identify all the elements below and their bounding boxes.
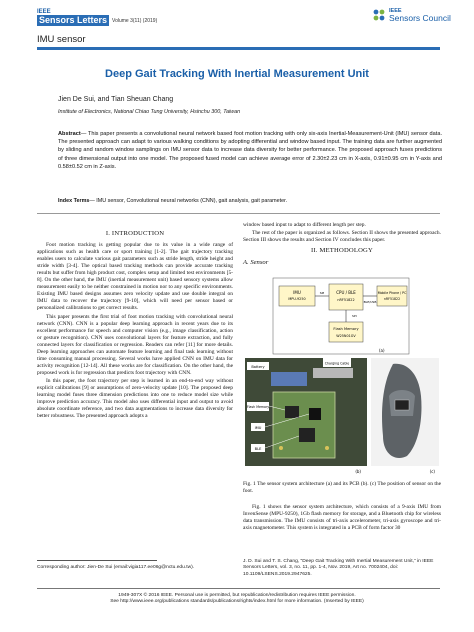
shoe-photo (371, 358, 439, 474)
index-terms-label: Index Terms (58, 198, 90, 204)
imu-block (279, 286, 315, 306)
battery-pack (271, 372, 307, 386)
charging-cable (313, 368, 353, 378)
panel-a-label: (a) (379, 348, 385, 353)
flash-block (329, 322, 363, 342)
intro-paragraph: Foot motion tracking is getting popular due to its value in a wide range of applications such as health care or sport training [1-2]. The gait trajectory tracking enables users to calculate various gait parameters such as stride length, stride height and stride width [3-4]. The optical based tracking methods can provide accurate tracking results but suffer from high product cost, complex setup and limited test environments [5-8]. On the other hand, the IMU (inertial measurement unit) based sensory systems allow measurement easily to be neither constrained in motion nor to any specific environments. Existing IMU based designs assumes zero velocity update and use double integral on IMU data to recover the trajectory [9-10], which will need per sensor based or personalized calibrations to get correct results. (37, 242, 233, 312)
copyright-notice (0, 593, 474, 605)
flash-callout-label: Flash Memory (246, 405, 270, 409)
charging-callout-label: Charging Cable (324, 361, 350, 366)
journal-header (0, 0, 474, 56)
mobile-block-label: Mobile Phone / PC (377, 291, 407, 295)
flash-chip (285, 406, 299, 418)
section-divider (37, 213, 440, 214)
spi-label-2: SPI (352, 314, 357, 318)
flash-block-part: W25N01GV (336, 334, 356, 338)
section-heading-introduction: I. INTRODUCTION (105, 230, 165, 237)
section-heading-methodology: II. METHODOLOGY (311, 247, 373, 255)
council-ieee-label: IEEE (389, 8, 402, 14)
body-paragraph: The rest of the paper is organized as follows. Section II shows the presented approach. Section III shows the results and Section IV concludes this paper. (243, 230, 441, 244)
left-column (37, 230, 233, 421)
corresponding-author: Corresponding author: Jien-De Sui (email:vigia117.ee06g@nctu.edu.tw). (37, 565, 195, 570)
cpu-block (329, 284, 363, 310)
ble-callout-label: BLE (254, 447, 262, 451)
affiliation: Institute of Electronics, National Chiao Tung University, Hsinchu 300, Taiwan (58, 109, 241, 115)
header-rule (37, 47, 440, 50)
pcb-hole (325, 446, 329, 450)
cpu-block-part: nRF51822 (337, 298, 355, 302)
bus-label: BLE/USB (363, 300, 377, 304)
panel-b-label: (b) (355, 469, 361, 474)
cpu-block-label: CPU / BLE (336, 290, 356, 295)
imu-chip (309, 408, 321, 420)
right-column-bottom (243, 504, 441, 533)
volume-label: Volume 3(11) (2019) (112, 17, 158, 24)
panel-c-label: (c) (429, 469, 435, 474)
topic-label: IMU sensor (37, 34, 86, 45)
flash-block-label: Flash Memory (333, 327, 359, 331)
council-emblem-icon (372, 8, 386, 22)
imu-callout-label: IMU (254, 426, 262, 430)
imu-block-part: MPU-9250 (288, 297, 306, 301)
ieee-label: IEEE (37, 9, 51, 15)
abstract-text: — This paper presents a convolutional neural network based foot motion tracking with only six-axis Inertial-Measurement-Unit (IMU) sensor data. The presented approach can adapt to various walking conditions by adopting differential and window based input. The training data are further augmented by sliding and random window samplings on IMU sensor data to increase data diversity for better performance. The proposed approach fuses predictions of three dimensional output into one model. The proposed fused model can achieve average error of 2.30±2.23 cm in X-axis, 0.91±0.95 cm in Y-axis and 0.58±0.52 cm in Z-axis. (58, 131, 442, 170)
index-terms-text: — IMU sensor, Convolutional neural networks (CNN), gait analysis, gait parameter. (89, 198, 288, 204)
citation: J. D. Sui and T. S. Chang, "Deep Gait Tracking With Inertial Measurement Unit," in IEEE Sensors Letters, vol. 3, no. 11, pp. 1-4, Nov. 2019, Art no. 7002404, doi: 10.1109/LSENS.2019.2947625. (243, 559, 434, 577)
footer-rule (37, 588, 440, 589)
mobile-block-part: nRF51822 (383, 297, 401, 301)
body-paragraph: window based input to adapt to different length per step. (243, 222, 366, 228)
index-terms (58, 198, 442, 205)
copyright-line: See http://www.ieee.org/publications standards/publications/rights/index.html for more information. (Inserted by IEEE) (110, 599, 364, 605)
subsection-heading-sensor: A. Sensor (243, 259, 269, 267)
sensor-on-shoe (395, 400, 409, 410)
architecture-diagram (273, 278, 409, 354)
mobile-block (377, 286, 407, 306)
abstract (58, 130, 442, 171)
intro-paragraph: In this paper, the foot trajectory per step is learned in an end-to-end way without explicit calibrations [9] or assumptions of zero-velocity update [10]. The proposed deep learning model fuses three dimension predictions into one to reduce model size while improve prediction accuracy. This model also uses differential input and output to avoid absolute coordinate reference, and two data augmentations to increase data diversity for better robustness. The presented approach adopts a (37, 377, 233, 420)
figure-1-caption: Fig. 1 The sensor system architecture (a) and its PCB (b). (c) The position of sensor on the foot. (243, 481, 441, 495)
pcb-photo (245, 358, 367, 474)
body-paragraph: Fig. 1 shows the sensor system architecture, which consists of a 9-axis IMU from InvenSense (MPU-9250), 1Gb flash memory for storage, and a Bluetooth chip for wireless data transmission. The IMU consists of tri-axis accelerometer, tri-axis gyroscope and tri-axis magnetometer. This system is integrated in a PCB of form factor 30 (243, 504, 441, 532)
council-name: Sensors Council (389, 13, 451, 23)
abstract-label: Abstract (58, 131, 81, 137)
imu-block-label: IMU (293, 290, 301, 295)
figure-1-graphic (243, 276, 441, 476)
authors: Jien De Sui, and Tian Sheuan Chang (58, 96, 174, 103)
intro-paragraph: This paper presents the first trial of foot motion tracking with convolutional neural network (CNN). CNN is a popular deep learning approach in recent years due to its excellent performance for speech and computer vision (e.g., image classification, action or gesture recognition). CNN uses convolutional layers for feature extraction, and fully connected layers for classification or regression. Readers can refer [11] for more details. Deep learning approaches can automate feature learning and final task learning without time consuming manual processing. Several works have applied CNN on IMU data for activity recognition [12-14]. All these works are for classification. On the other hand, the proposed work is for regression that predicts foot trajectory with CNN. (37, 313, 233, 376)
battery-callout-label: Battery (251, 365, 265, 369)
sensors-council-logo (372, 8, 451, 22)
journal-logo: Sensors Letters (39, 15, 108, 25)
paper-title: Deep Gait Tracking With Inertial Measurement Unit (105, 68, 369, 80)
right-column-top (243, 222, 441, 269)
copyright-line: 1949-307X © 2016 IEEE. Personal use is permitted, but republication/redistribution requires IEEE permission. (118, 593, 356, 598)
pcb-hole (279, 446, 283, 450)
figure-1 (243, 276, 441, 476)
ble-chip (299, 428, 315, 442)
footnote-rule (37, 560, 157, 561)
spi-label-1: SPI (319, 291, 325, 295)
journal-brand (37, 9, 157, 26)
